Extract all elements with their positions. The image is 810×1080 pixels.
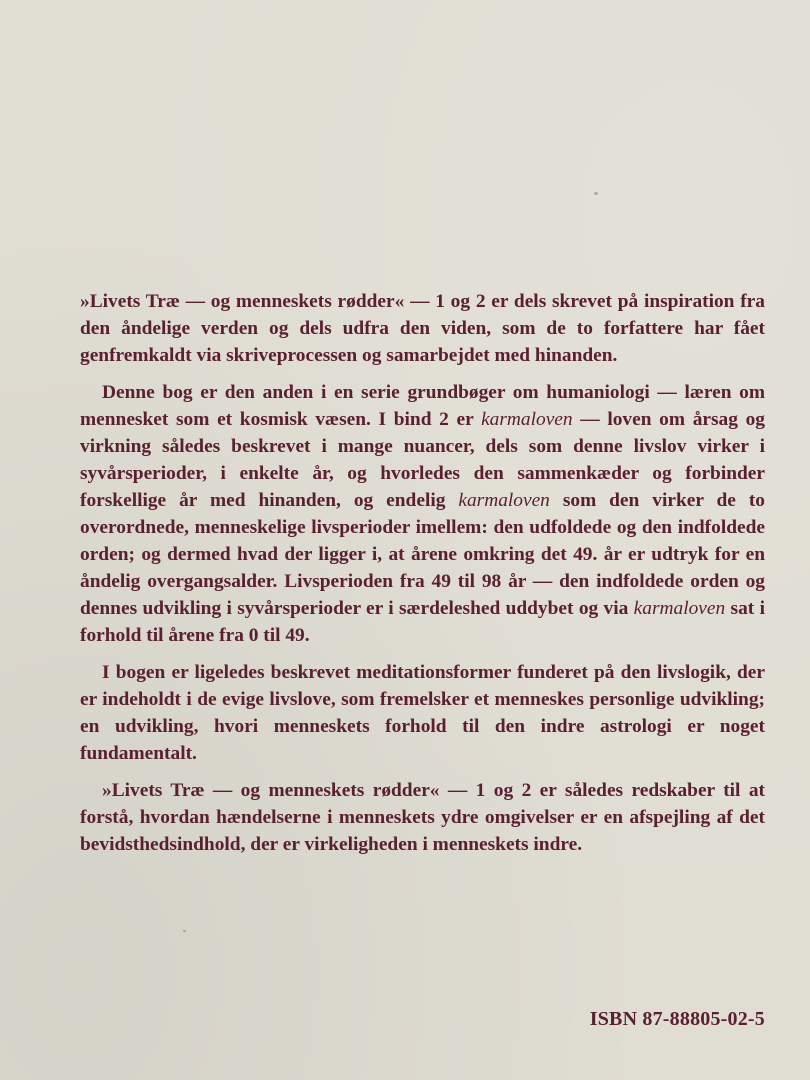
blurb-paragraph-2 xyxy=(80,379,765,649)
blurb-paragraph-3 xyxy=(80,659,765,767)
blurb-text-run: »Livets Træ — og menneskets rødder« — 1 og 2 er dels skrevet på inspiration fra den åndelige verden og dels udfra den viden, som de to forfattere har fået genfremkaldt via skriveprocessen og samarbejdet med hinanden. xyxy=(80,291,765,366)
blurb-text xyxy=(80,288,765,868)
blurb-text-run: sat i forhold til årene fra 0 til 49. xyxy=(80,598,765,646)
blurb-emphasis: karmaloven xyxy=(458,490,550,511)
paper-speck xyxy=(594,192,598,195)
blurb-text-run: »Livets Træ — og menneskets rødder« — 1 og 2 er således redskaber til at forstå, hvordan hændelserne i menneskets ydre omgivelser er en afspejling af det bevidsthedsindhold, der er virkeligheden i menneskets indre. xyxy=(80,780,765,855)
blurb-paragraph-4 xyxy=(80,777,765,858)
blurb-text-run: Denne bog er den anden i en serie grundbøger om humaniologi — læren om mennesket som et kosmisk væsen. I bind 2 er xyxy=(80,382,765,430)
blurb-text-run: som den virker de to overordnede, menneskelige livsperioder imellem: den udfoldede og den indfoldede orden; og dermed hvad der ligger i, at årene omkring det 49. år er udtryk for en åndelig overgangsalder. Livsperioden fra 49 til 98 år — den indfoldede orden og dennes udvikling i syvårsperioder er i særdeleshed uddybet og via xyxy=(80,490,765,619)
isbn-number: ISBN 87-88805-02-5 xyxy=(589,1008,765,1030)
paper-speck xyxy=(183,930,186,932)
blurb-text-run: I bogen er ligeledes beskrevet meditationsformer funderet på den livslogik, der er indeholdt i de evige livslove, som fremelsker et menneskes personlige udvikling; en udvikling, hvori menneskets forhold til den indre astrologi er noget fundamentalt. xyxy=(80,662,765,764)
blurb-emphasis: karmaloven xyxy=(481,409,573,430)
blurb-paragraph-1 xyxy=(80,288,765,369)
blurb-text-run: — loven om årsag og virkning således beskrevet i mange nuancer, dels som denne livslov virker i syvårsperioder, i enkelte år, og hvorledes den sammenkæder og forbinder forskellige år med hinanden, og endelig xyxy=(80,409,766,511)
blurb-emphasis: karmaloven xyxy=(633,598,726,619)
